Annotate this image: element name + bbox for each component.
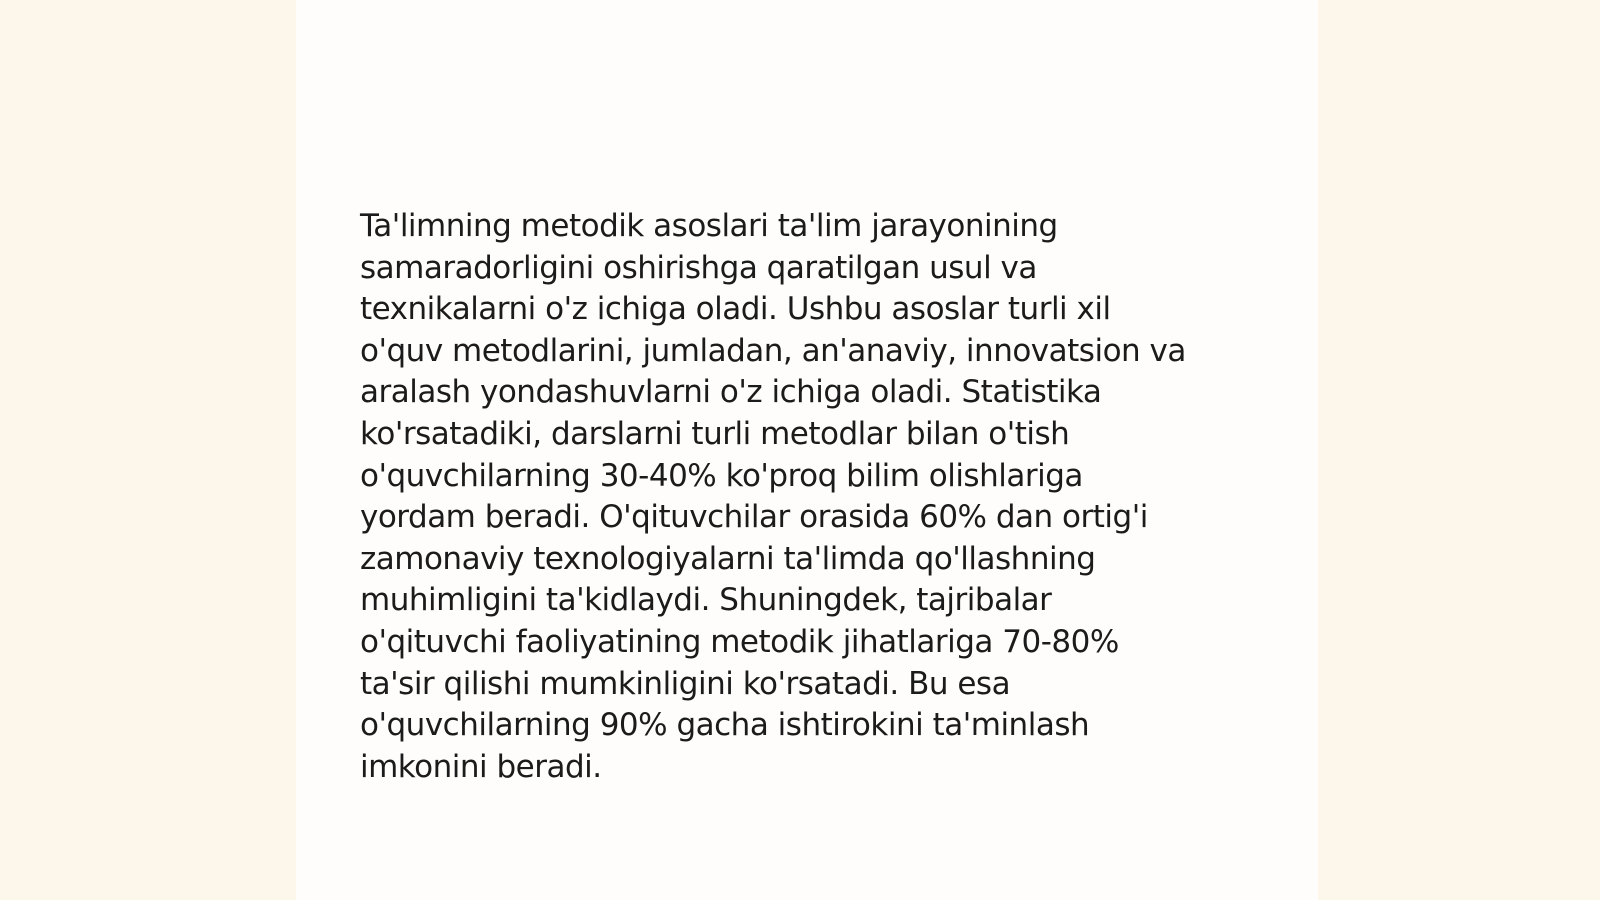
left-margin	[0, 0, 296, 900]
paragraph-line: o'qituvchi faoliyatining metodik jihatlariga 70-80%	[360, 623, 1119, 660]
paragraph-line: o'quvchilarning 90% gacha ishtirokini ta'minlash	[360, 707, 1090, 744]
paragraph-line: samaradorligini oshirishga qaratilgan usul va	[360, 249, 1037, 286]
paragraph-line: ko'rsatadiki, darslarni turli metodlar bilan o'tish	[360, 415, 1070, 452]
paragraph-line: imkonini beradi.	[360, 748, 602, 785]
paragraph-line: texnikalarni o'z ichiga oladi. Ushbu asoslar turli xil	[360, 291, 1111, 328]
paragraph-line: Ta'limning metodik asoslari ta'lim jarayonining	[360, 208, 1058, 244]
document-card	[296, 0, 1318, 900]
paragraph-line: zamonaviy texnologiyalarni ta'limda qo'llashning	[360, 540, 1096, 577]
right-margin	[1318, 0, 1600, 900]
paragraph-line: yordam beradi. O'qituvchilar orasida 60% dan ortig'i	[360, 499, 1148, 536]
paragraph-line: ta'sir qilishi mumkinligini ko'rsatadi. Bu esa	[360, 665, 1011, 702]
body-paragraph	[360, 206, 1260, 788]
paragraph-line: o'quv metodlarini, jumladan, an'anaviy, innovatsion va	[360, 332, 1186, 369]
paragraph-line: o'quvchilarning 30-40% ko'proq bilim olishlariga	[360, 457, 1083, 494]
paragraph-line: muhimligini ta'kidlaydi. Shuningdek, tajribalar	[360, 582, 1052, 619]
paragraph-line: aralash yondashuvlarni o'z ichiga oladi. Statistika	[360, 374, 1102, 411]
